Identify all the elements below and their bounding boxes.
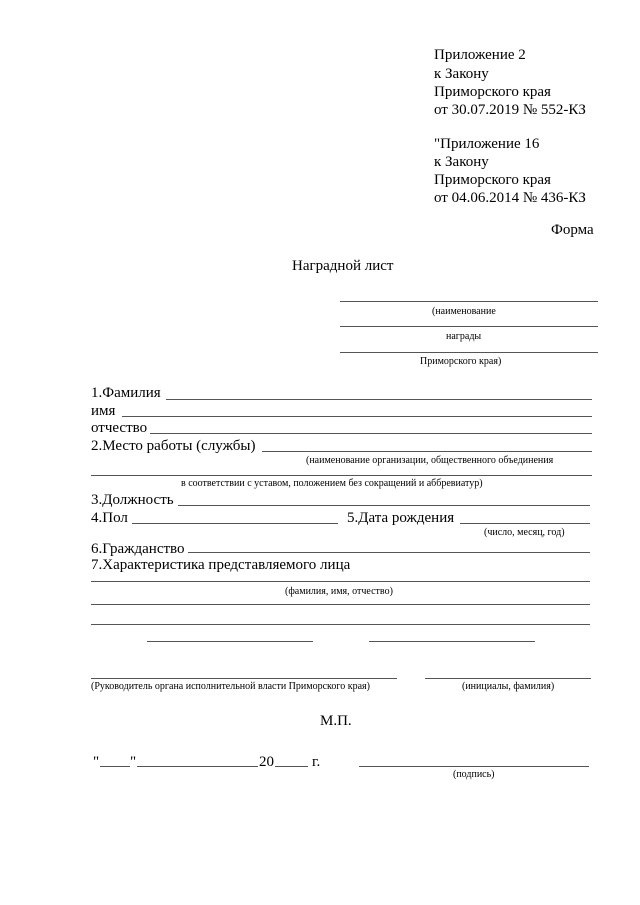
award-caption-2: награды (446, 331, 482, 342)
award-caption-3: Приморского края) (420, 356, 502, 367)
characteristic-hint: (фамилия, имя, отчество) (285, 586, 393, 597)
year-prefix: 20 (259, 754, 274, 770)
workplace-hint-2: в соответствии с уставом, положением без сокращений и аббревиатур) (181, 478, 483, 489)
award-name-line-1[interactable] (340, 301, 598, 302)
appendix2-line1: Приложение 2 (434, 47, 526, 63)
workplace-field[interactable] (262, 451, 592, 452)
characteristic-label: 7.Характеристика представляемого лица (91, 557, 351, 573)
position-field[interactable] (178, 505, 590, 506)
workplace-hint-1: (наименование организации, общественного объединения (306, 455, 554, 466)
characteristic-field-4a[interactable] (147, 641, 313, 642)
signature-caption: (подпись) (453, 769, 495, 780)
appendix16-line2: к Закону (434, 154, 489, 170)
day-field[interactable] (100, 766, 130, 767)
head-signature-line[interactable] (91, 678, 397, 679)
patronymic-field[interactable] (150, 433, 592, 434)
citizenship-label: 6.Гражданство (91, 541, 185, 557)
page-title: Наградной лист (292, 258, 394, 274)
initials-line[interactable] (425, 678, 591, 679)
award-name-line-3[interactable] (340, 352, 598, 353)
initials-caption: (инициалы, фамилия) (462, 681, 555, 692)
citizenship-field[interactable] (188, 552, 590, 553)
workplace-label: 2.Место работы (службы) (91, 438, 256, 454)
form-label: Форма (551, 222, 594, 238)
characteristic-field-1[interactable] (91, 581, 590, 582)
surname-field[interactable] (166, 399, 592, 400)
birthdate-label: 5.Дата рождения (347, 510, 455, 526)
stamp-label: М.П. (320, 713, 352, 729)
date-quote-open: " (93, 754, 100, 770)
characteristic-field-2[interactable] (91, 604, 590, 605)
characteristic-field-4b[interactable] (369, 641, 535, 642)
award-caption-1: (наименование (432, 306, 496, 317)
patronymic-label: отчество (91, 420, 148, 436)
award-name-line-2[interactable] (340, 326, 598, 327)
year-field[interactable] (275, 766, 308, 767)
appendix16-line3: Приморского края (434, 172, 551, 188)
gender-field[interactable] (132, 523, 338, 524)
month-field[interactable] (137, 766, 258, 767)
birthdate-field[interactable] (460, 523, 590, 524)
name-field[interactable] (122, 416, 592, 417)
appendix2-line2: к Закону (434, 66, 489, 82)
appendix16-line1: "Приложение 16 (434, 136, 540, 152)
name-label: имя (91, 403, 116, 419)
year-suffix: г. (312, 754, 321, 770)
head-caption: (Руководитель органа исполнительной власти Приморского края) (91, 681, 370, 692)
appendix2-line4: от 30.07.2019 № 552-КЗ (434, 102, 586, 118)
gender-label: 4.Пол (91, 510, 128, 526)
characteristic-field-3[interactable] (91, 624, 590, 625)
workplace-field-2[interactable] (91, 475, 592, 476)
birthdate-hint: (число, месяц, год) (484, 527, 565, 538)
appendix2-line3: Приморского края (434, 84, 551, 100)
date-quote-close: " (130, 754, 137, 770)
position-label: 3.Должность (91, 492, 174, 508)
appendix16-line4: от 04.06.2014 № 436-КЗ (434, 190, 586, 206)
surname-label: 1.Фамилия (91, 385, 161, 401)
signature-line[interactable] (359, 766, 589, 767)
